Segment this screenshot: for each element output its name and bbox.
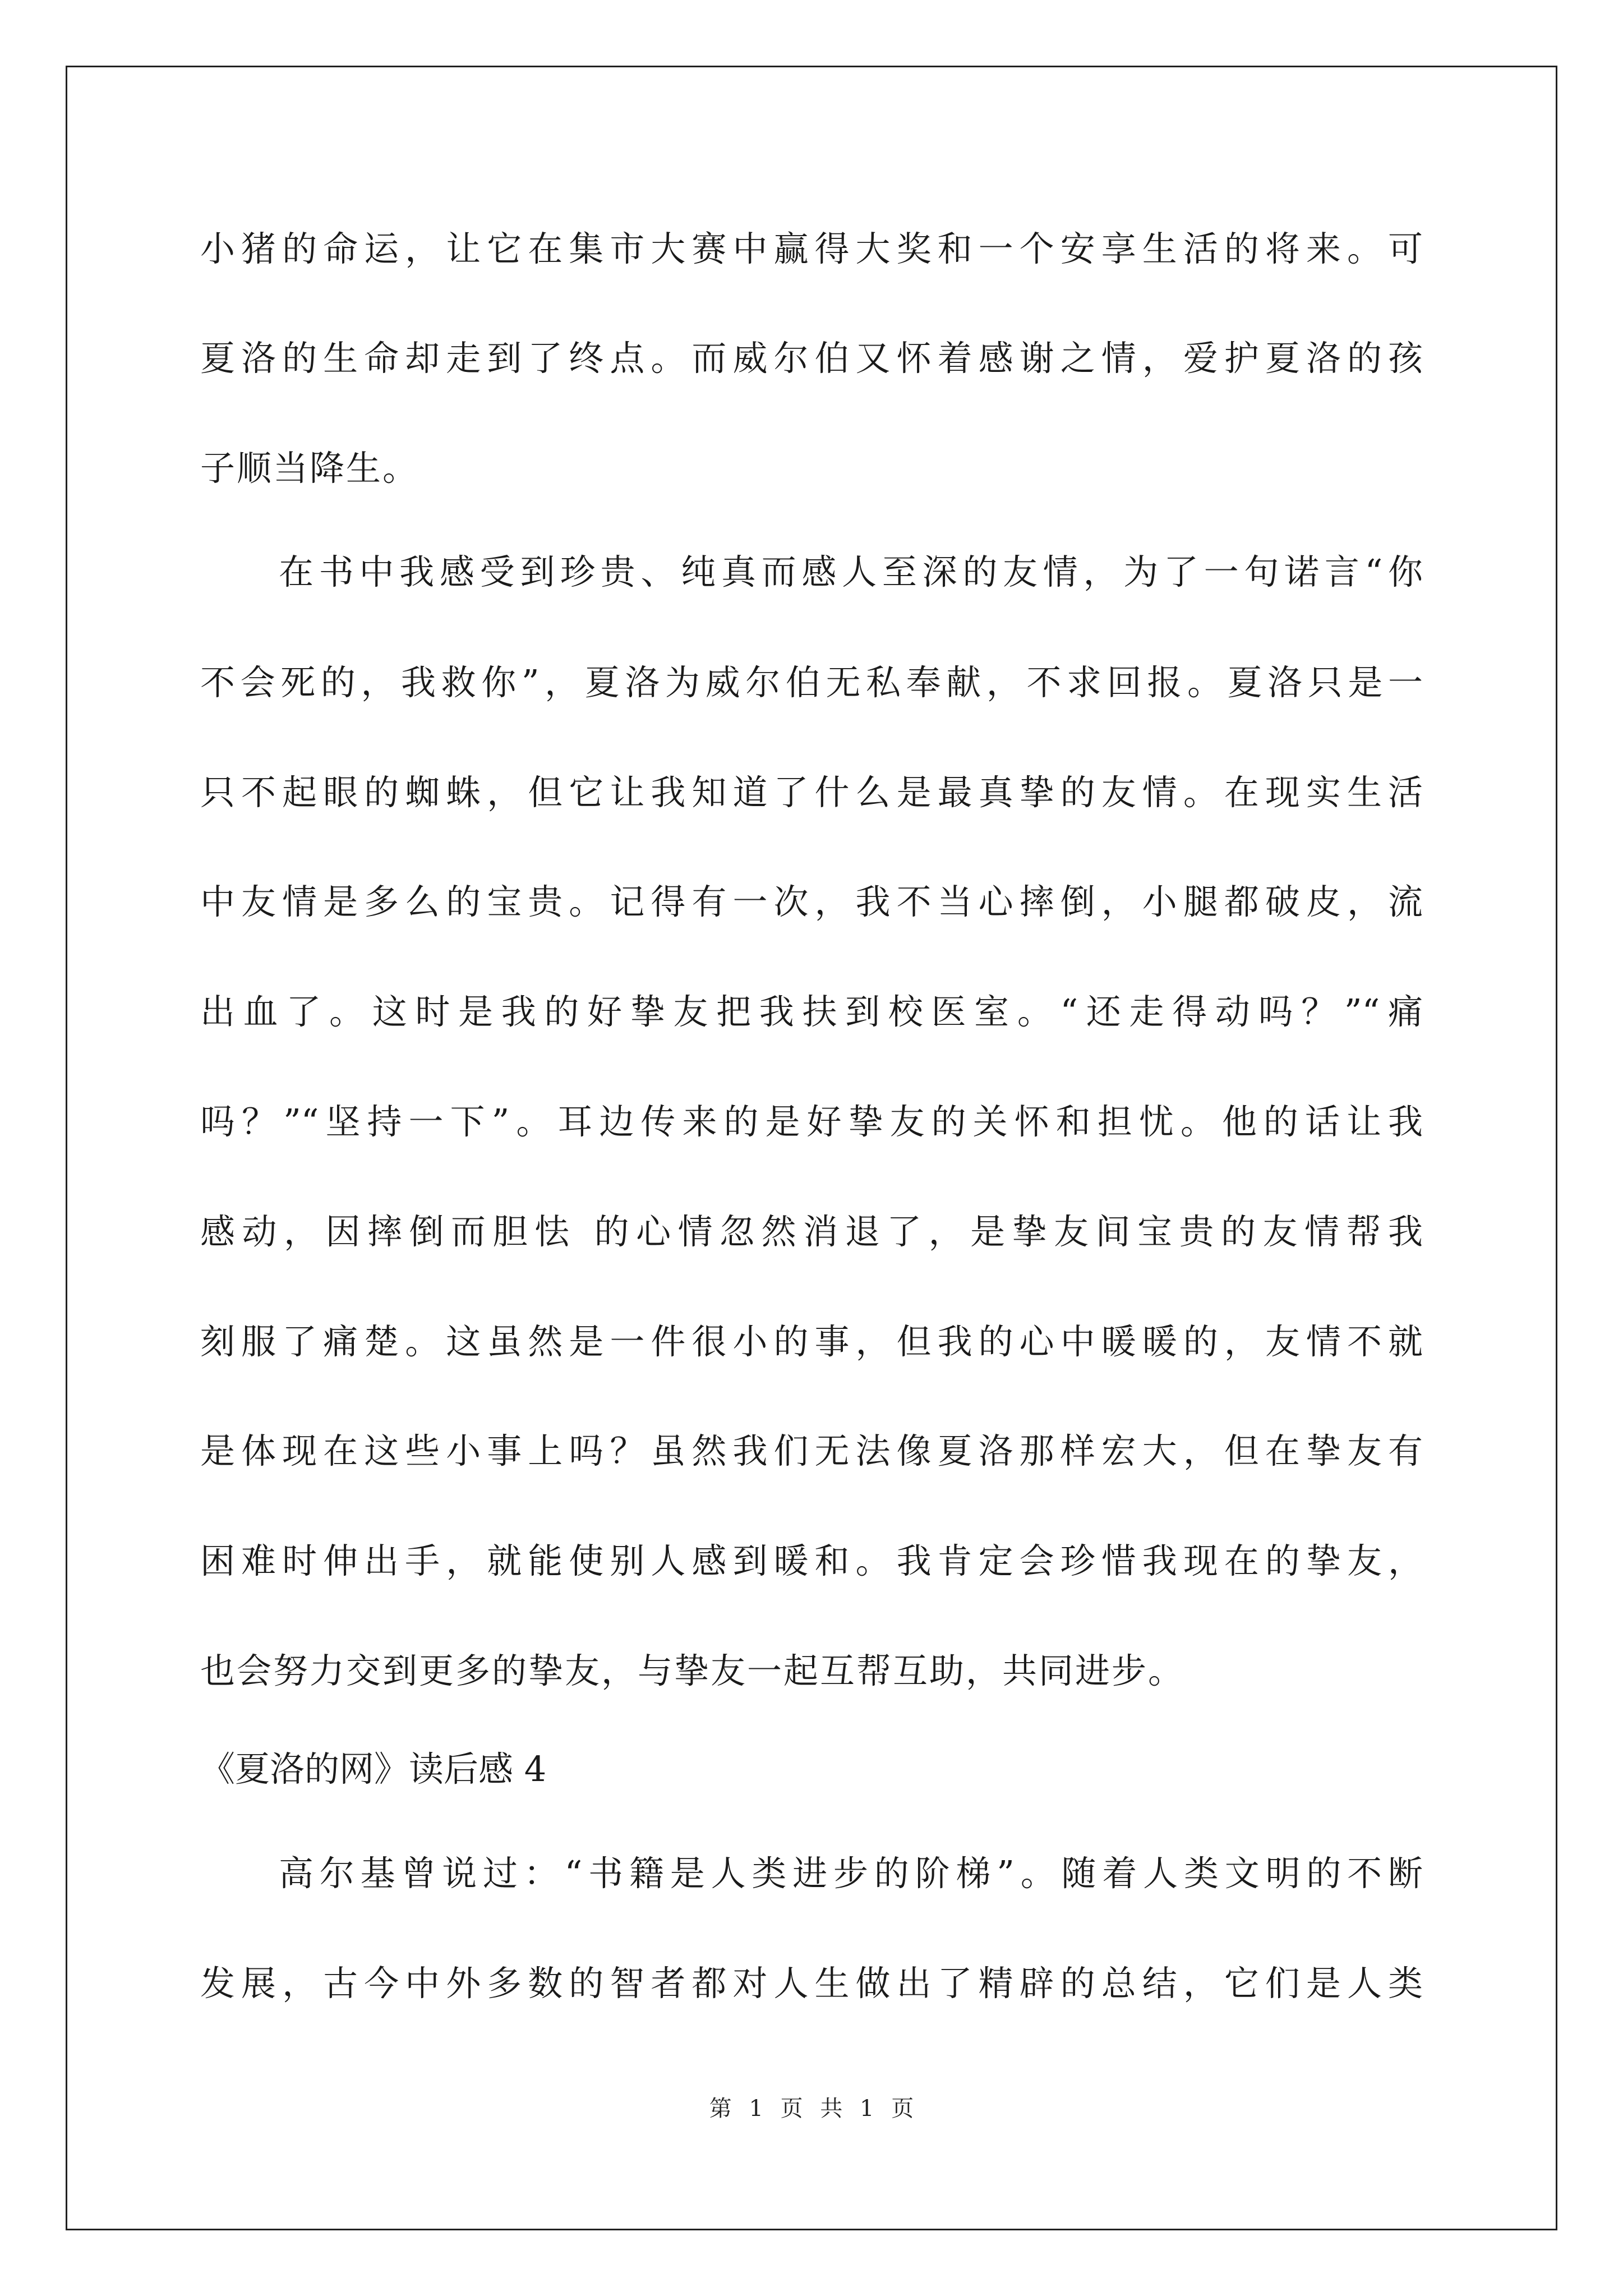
paragraph-2-line-3: 只不起眼的蜘蛛，但它让我知道了什么是最真挚的友情。在现实生活 bbox=[200, 772, 1423, 813]
paragraph-1-line-2: 夏洛的生命却走到了终点。而威尔伯又怀着感谢之情，爱护夏洛的孩 bbox=[200, 338, 1423, 379]
section-heading: 《夏洛的网》读后感 4 bbox=[200, 1749, 547, 1789]
paragraph-2-line-1: 在书中我感受到珍贵、纯真而感人至深的友情，为了一句诺言“你 bbox=[279, 551, 1423, 592]
paragraph-2-line-5: 出血了。这时是我的好挚友把我扶到校医室。“还走得动吗？”“痛 bbox=[200, 991, 1423, 1032]
paragraph-2-line-9: 是体现在这些小事上吗？虽然我们无法像夏洛那样宏大，但在挚友有 bbox=[200, 1430, 1423, 1471]
paragraph-1-line-1: 小猪的命运，让它在集市大赛中赢得大奖和一个安享生活的将来。可 bbox=[200, 228, 1423, 269]
page-border bbox=[66, 66, 1557, 2230]
paragraph-2-line-11: 也会努力交到更多的挚友，与挚友一起互帮互助，共同进步。 bbox=[200, 1650, 1185, 1691]
paragraph-2-line-4: 中友情是多么的宝贵。记得有一次，我不当心摔倒，小腿都破皮，流 bbox=[200, 881, 1423, 922]
paragraph-2-line-10: 困难时伸出手，就能使别人感到暖和。我肯定会珍惜我现在的挚友， bbox=[200, 1540, 1423, 1581]
paragraph-3-line-1: 高尔基曾说过：“书籍是人类进步的阶梯”。随着人类文明的不断 bbox=[279, 1853, 1423, 1894]
paragraph-2-line-8: 刻服了痛楚。这虽然是一件很小的事，但我的心中暖暖的，友情不就 bbox=[200, 1321, 1423, 1362]
paragraph-2-line-6: 吗？”“坚持一下”。耳边传来的是好挚友的关怀和担忧。他的话让我 bbox=[200, 1101, 1423, 1142]
paragraph-2-line-7: 感动，因摔倒而胆怯 的心情忽然消退了，是挚友间宝贵的友情帮我 bbox=[200, 1211, 1423, 1252]
paragraph-1-line-3: 子顺当降生。 bbox=[200, 448, 419, 489]
paragraph-2-line-2: 不会死的，我救你”，夏洛为威尔伯无私奉献，不求回报。夏洛只是一 bbox=[200, 662, 1423, 703]
paragraph-3-line-2: 发展，古今中外多数的智者都对人生做出了精辟的总结，它们是人类 bbox=[200, 1963, 1423, 2004]
page-number-footer: 第 1 页 共 1 页 bbox=[709, 2096, 914, 2122]
